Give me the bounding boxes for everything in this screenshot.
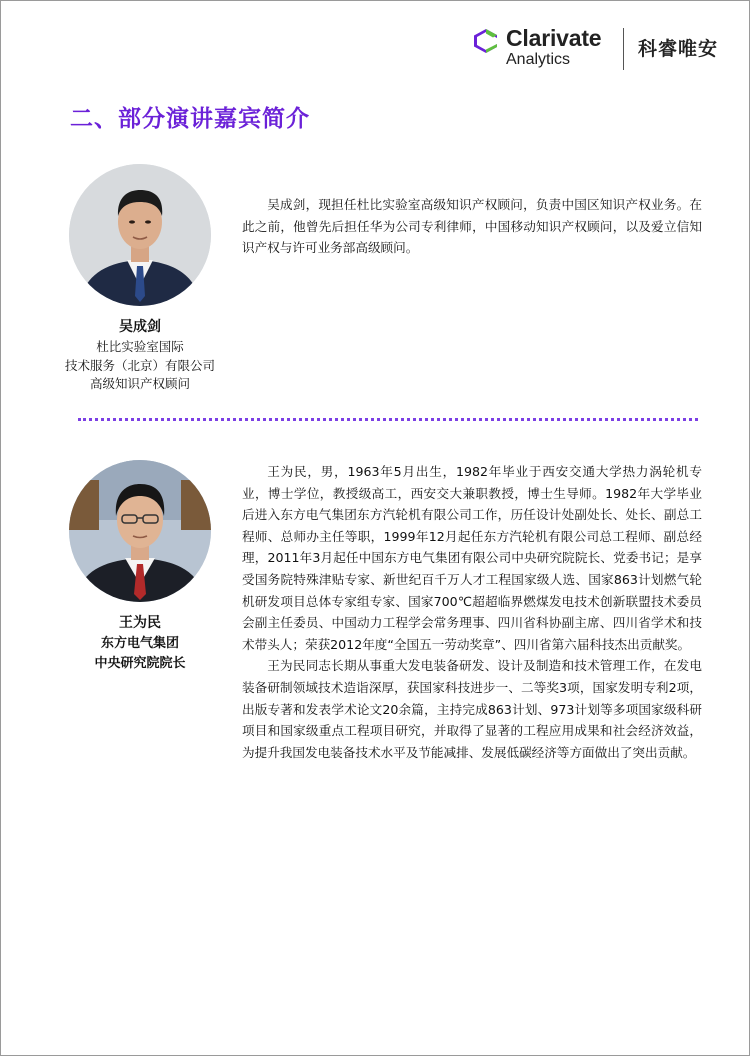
speaker-2-affiliation-line: 东方电气集团 <box>100 636 179 651</box>
speaker-1-name: 吴成剑 <box>119 319 161 335</box>
speaker-2-name: 王为民 <box>119 615 161 631</box>
brand-name-cn: 科睿唯安 <box>638 38 719 60</box>
section-divider <box>78 418 698 421</box>
speaker-2-bio-paragraph: 王为民，男，1963年5月出生，1982年毕业于西安交通大学热力涡轮机专业，博士学位，教授级高工，西安交大兼职教授，博士生导师。1982年大学毕业后进入东方电气集团东方汽轮机有限公司工作，历任设计处副处长、处长、副总工程师、总师办主任等职，1999年12月起任东方汽轮机有限公司总工程师、副总经理，2011年3月起任中国东方电气集团有限公司中央研究院院长、党委书记；是享受国务院特殊津贴专家、新世纪百千万人才工程国家级人选、国家863计划燃气轮机研发项目总体专家组专家、国家700℃超超临界燃煤发电技术创新联盟技术委员会副主任委员、中国动力工程学会常务理事、四川省科协副主席、四川省学术和技术带头人；荣获2012年度“全国五一劳动奖章”、四川省第六届科技杰出贡献奖。 <box>242 464 702 652</box>
speaker-2-caption <box>40 612 240 674</box>
speaker-1-bio-paragraph: 吴成剑，现担任杜比实验室高级知识产权顾问，负责中国区知识产权业务。在此之前，他曾先后担任华为公司专利律师，中国移动知识产权顾问，以及爱立信知识产权与许可业务部高级顾问。 <box>242 197 702 256</box>
speaker-1-affiliation-line: 高级知识产权顾问 <box>89 376 190 391</box>
speaker-2-bio-paragraph: 王为民同志长期从事重大发电装备研发、设计及制造和技术管理工作，在发电装备研制领域技术造诣深厚，获国家科技进步一、二等奖3项，国家发明专利2项，出版专著和发表学术论文20余篇，主持完成863计划、973计划等多项国家级科研项目和国家级重点工程项目研究，并取得了显著的工程应用成果和社会经济效益，为提升我国发电装备技术水平及节能减排、发展低碳经济等方面做出了突出贡献。 <box>242 658 702 760</box>
speaker-1-affiliation-line: 技术服务（北京）有限公司 <box>64 357 215 373</box>
speaker-1-bio <box>242 194 702 259</box>
brand-name: Clarivate <box>506 24 602 51</box>
speaker-2-affiliation-line: 中央研究院院长 <box>94 656 186 671</box>
section-title: 二、部分演讲嘉宾简介 <box>70 106 310 132</box>
clarivate-logo-mark-icon <box>472 27 500 55</box>
speaker-1-photo <box>69 164 211 306</box>
speaker-1-affiliation-line: 杜比实验室国际 <box>96 339 184 354</box>
speaker-2-photo <box>69 460 211 602</box>
speaker-1-caption <box>40 316 240 394</box>
logo-divider <box>623 28 624 70</box>
clarivate-logo <box>472 22 601 72</box>
speaker-2-bio <box>242 461 702 763</box>
brand-sub: Analytics <box>506 50 571 68</box>
